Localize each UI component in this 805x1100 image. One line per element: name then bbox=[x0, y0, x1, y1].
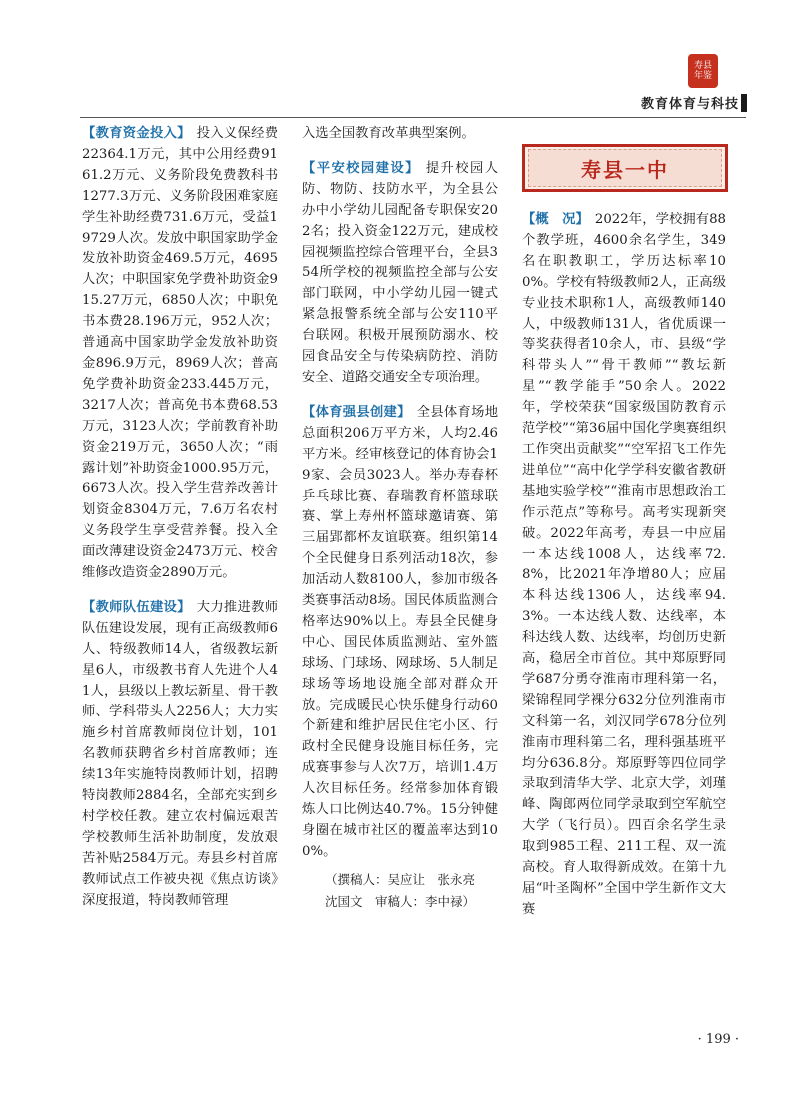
school-title: 寿县一中 bbox=[528, 149, 722, 187]
paragraph-education-funding bbox=[82, 124, 278, 584]
column-left bbox=[82, 124, 278, 926]
column-right bbox=[522, 210, 726, 935]
credit-line-2: 沈国文 审稿人：李中禄） bbox=[324, 893, 475, 909]
page-number: · 199 · bbox=[697, 1032, 739, 1047]
yearbook-logo bbox=[688, 54, 718, 88]
heading-safe-campus: 【平安校园建设】 bbox=[302, 160, 420, 176]
author-credit bbox=[302, 869, 498, 913]
column-middle bbox=[302, 124, 498, 913]
school-title-banner bbox=[522, 144, 728, 192]
section-title: 教育体育与科技 bbox=[640, 97, 739, 112]
heading-school-overview: 【概 况】 bbox=[522, 212, 589, 227]
paragraph-teacher-team bbox=[82, 598, 278, 912]
heading-sports-county: 【体育强县创建】 bbox=[302, 404, 411, 420]
header-divider bbox=[80, 117, 746, 118]
paragraph-continuation bbox=[302, 124, 498, 145]
heading-education-funding: 【教育资金投入】 bbox=[82, 126, 191, 141]
paragraph-safe-campus bbox=[302, 159, 498, 389]
header-marker bbox=[741, 94, 747, 112]
body-education-funding: 投入义保经费22364.1万元，其中公用经费9161.2万元、义务阶段免费教科书1277.3万元、义务阶段困难家庭学生补助经费731.6万元，受益19729人次。发放中职国家助学金发放补助资金469.5万元，4695人次；中职国家免学费补助资金915.27万元，6850人次；中职免书本费28.196万元，952人次；普通高中国家助学金发放补助资金896.9万元，8969人次；普高免学费补助资金233.445万元，3217人次；普高免书本费68.53万元，3123人次；学前教育补助资金219万元，3650人次；“雨露计划”补助资金1000.95万元，6673人次。投入学生营养改善计划资金8304万元，7.6万名农村义务段学生享受营养餐。投入全面改薄建设资金2473万元、校舍维修改造资金2890万元。 bbox=[82, 126, 279, 581]
heading-teacher-team: 【教师队伍建设】 bbox=[82, 599, 191, 615]
body-school-overview: 2022年，学校拥有88个教学班，4600余名学生，349名在职教职工，学历达标率100%。学校有特级教师2人，正高级专业技术职称1人，高级教师140人，中级教师131人，省优质课一等奖获得者10余人，市、县级“学科带头人”“骨干教师”“教坛新星”“教学能手”50余人。2022年，学校荣获“国家级国防教育示范学校”“第36届中国化学奥赛组织工作突出贡献奖”“空军招飞工作先进单位”“高中化学学科安徽省教研基地实验学校”“淮南市思想政治工作示范点”等称号。高考实现新突破。2022年高考，寿县一中应届一本达线1008人，达线率72.8%，比2021年净增80人；应届本科达线1306人，达线率94.3%。一本达线人数、达线率，本科达线人数、达线率，均创历史新高，稳居全市首位。其中郑原野同学687分勇夺淮南市理科第一名，梁锦程同学裸分632分位列淮南市文科第一名，刘汉同学678分位列淮南市理科第二名，理科强基班平均分636.8分。郑原野等四位同学录取到清华大学、北京大学，刘瑾峰、陶郎两位同学录取到空军航空大学（飞行员）。四百余名学生录取到985工程、211工程、双一流高校。育人取得新成效。在第十九届“叶圣陶杯”全国中学生新作文大赛 bbox=[522, 212, 726, 917]
paragraph-school-overview bbox=[522, 210, 726, 921]
logo-text: 寿县年鉴 bbox=[693, 61, 712, 81]
body-teacher-team: 大力推进教师队伍建设发展，现有正高级教师6人、特级教师14人，省级教坛新星6人，市级教书育人先进个人41人，县级以上教坛新星、骨干教师、学科带头人2256人；大力实施乡村首席教师岗位计划，101名教师获聘省乡村首席教师；连续13年实施特岗教师计划，招聘特岗教师2884名，全部充实到乡村学校任教。建立农村偏远艰苦学校教师生活补助制度，发放艰苦补贴2584万元。寿县乡村首席教师试点工作被央视《焦点访谈》深度报道，特岗教师管理 bbox=[82, 599, 279, 908]
body-continuation: 入选全国教育改革典型案例。 bbox=[302, 126, 475, 141]
body-sports-county: 全县体育场地总面积206万平方米，人均2.46平方米。经审核登记的体育协会19家、会员3023人。举办寿春杯乒乓球比赛、春瑞教育杯篮球联赛、掌上寿州杯篮球邀请赛、第三届郢都杯友谊联赛。组织第14个全民健身日系列活动18次，参加活动人数8100人，参加市级各类赛事活动8场。国民体质监测合格率达90%以上。寿县全民健身中心、国民体质监测站、室外篮球场、门球场、网球场、5人制足球场等场地设施全部对群众开放。完成暖民心快乐健身行动60个新建和维护居民住宅小区、行政村全民健身设施目标任务，完成赛事参与人次7万，培训1.4万人次目标任务。经常参加体育锻炼人口比例达40.7%。15分钟健身圈在城市社区的覆盖率达到100%。 bbox=[302, 404, 499, 859]
paragraph-sports-county bbox=[302, 403, 498, 863]
credit-line-1: （撰稿人：吴应让 张永亮 bbox=[324, 871, 475, 887]
body-safe-campus: 提升校园人防、物防、技防水平，为全县公办中小学幼儿园配备专职保安202名；投入资金122万元，建成校园视频监控综合管理平台，全县354所学校的视频监控全部与公安部门联网，中小学幼儿园一键式紧急报警系统全部与公安110平台联网。积极开展预防溺水、校园食品安全与传染病防控、消防安全、道路交通安全专项治理。 bbox=[302, 160, 499, 385]
